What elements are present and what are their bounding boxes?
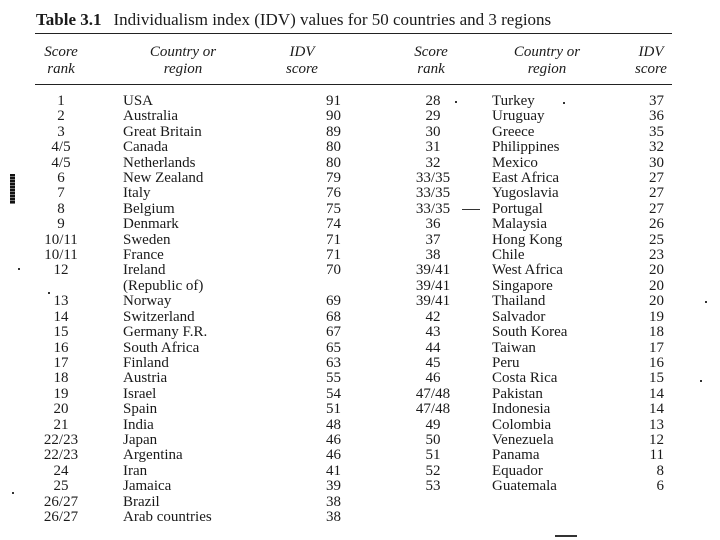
- scan-speck: [48, 292, 50, 294]
- table-row: [405, 109, 664, 124]
- table-row: [36, 125, 341, 140]
- score-rank-cell: 8: [57, 200, 65, 217]
- column-gap: [86, 418, 123, 433]
- idv-score-cell: 90: [326, 108, 341, 125]
- idv-score-cell: 79: [326, 170, 341, 187]
- country-cell: Greece: [492, 123, 535, 140]
- column-gap: [86, 387, 123, 402]
- country-cell: Equador: [492, 462, 543, 479]
- score-rank-cell: 9: [57, 216, 65, 233]
- idv-score-cell: 20: [649, 293, 664, 310]
- scan-speck: [455, 101, 457, 103]
- column-gap: [86, 495, 123, 510]
- scan-speck: [705, 301, 707, 303]
- idv-score-cell: 55: [326, 370, 341, 387]
- scan-speck: [18, 268, 20, 270]
- score-rank-cell: 51: [425, 447, 441, 464]
- idv-score-cell: 13: [649, 416, 664, 433]
- score-rank-cell: 22/23: [43, 431, 79, 448]
- idv-score-cell: 80: [326, 139, 341, 156]
- column-gap: [86, 464, 123, 479]
- score-rank-cell: 1: [57, 93, 65, 109]
- idv-score-cell: 18: [649, 324, 664, 341]
- column-gap: [461, 233, 492, 248]
- table-row: [405, 402, 664, 417]
- score-rank-cell: 10/11: [44, 231, 78, 248]
- idv-score-cell: 27: [649, 185, 664, 202]
- table-row: [405, 263, 664, 278]
- country-cell: Costa Rica: [492, 370, 558, 387]
- column-gap: [86, 217, 123, 232]
- column-gap: [461, 433, 492, 448]
- column-gap: [461, 356, 492, 371]
- country-cell: Indonesia: [492, 401, 551, 418]
- country-cell: Austria: [123, 370, 168, 387]
- column-gap: [461, 402, 492, 417]
- table-row: [36, 433, 341, 448]
- table-row: [36, 186, 341, 201]
- column-gap: [461, 371, 492, 386]
- table-row: [405, 341, 664, 356]
- column-gap: [461, 448, 492, 463]
- country-cell: West Africa: [492, 262, 563, 279]
- column-gap: [86, 310, 123, 325]
- country-cell: Australia: [123, 108, 178, 125]
- score-rank-cell: 30: [425, 123, 441, 140]
- table-row: [36, 263, 341, 278]
- column-gap: [461, 217, 492, 232]
- score-rank-cell: 4/5: [51, 154, 71, 171]
- column-gap: [86, 448, 123, 463]
- column-gap: [461, 387, 492, 402]
- table-row: [36, 356, 341, 371]
- table-row: [36, 448, 341, 463]
- right-column-table: [405, 94, 664, 495]
- score-rank-cell: 12: [53, 262, 69, 279]
- table-row: [36, 387, 341, 402]
- column-gap: [461, 109, 492, 124]
- country-cell: Colombia: [492, 416, 552, 433]
- score-rank-cell: 33/35: [415, 170, 451, 187]
- country-cell: Guatemala: [492, 478, 557, 495]
- column-gap: [86, 263, 123, 278]
- column-gap: [86, 125, 123, 140]
- score-rank-cell: 44: [425, 339, 441, 356]
- idv-score-cell: 89: [326, 123, 341, 140]
- country-cell: Singapore: [492, 277, 553, 294]
- table-row: [405, 125, 664, 140]
- scan-speck: [462, 209, 480, 210]
- country-cell: Great Britain: [123, 123, 202, 140]
- table-row: [405, 217, 664, 232]
- score-rank-cell: 18: [53, 370, 69, 387]
- idv-score-cell: 67: [326, 324, 341, 341]
- column-gap: [461, 479, 492, 494]
- column-gap: [86, 279, 123, 294]
- column-gap: [461, 325, 492, 340]
- country-cell: South Korea: [492, 324, 568, 341]
- idv-score-cell: 12: [649, 431, 664, 448]
- score-rank-cell: 24: [53, 462, 69, 479]
- score-rank-cell: 36: [425, 216, 441, 233]
- score-rank-cell: 32: [425, 154, 441, 171]
- country-cell: Netherlands: [123, 154, 196, 171]
- idv-score-cell: 46: [326, 447, 341, 464]
- column-gap: [461, 171, 492, 186]
- column-gap: [461, 186, 492, 201]
- table-row: [405, 325, 664, 340]
- table-row: [405, 387, 664, 402]
- idv-score-cell: 23: [649, 247, 664, 264]
- idv-score-cell: 51: [326, 401, 341, 418]
- idv-score-cell: 11: [649, 447, 664, 464]
- table-row: [36, 495, 341, 510]
- idv-score-cell: [303, 279, 341, 294]
- table-row: [405, 310, 664, 325]
- header-country-left: Country or region: [149, 44, 217, 77]
- idv-score-cell: 71: [326, 247, 341, 264]
- score-rank-cell: 2: [57, 108, 65, 125]
- score-rank-cell: 6: [57, 170, 65, 187]
- column-gap: [461, 418, 492, 433]
- idv-score-cell: 39: [326, 478, 341, 495]
- idv-score-cell: 6: [656, 478, 664, 495]
- country-cell: Germany F.R.: [123, 324, 208, 341]
- table-row: [405, 371, 664, 386]
- idv-score-cell: 38: [326, 493, 341, 510]
- country-cell: South Africa: [123, 339, 200, 356]
- score-rank-cell: 4/5: [51, 139, 71, 156]
- score-rank-cell: 20: [53, 401, 69, 418]
- table-row: [36, 479, 341, 494]
- idv-score-cell: 46: [326, 431, 341, 448]
- idv-score-cell: 30: [649, 154, 664, 171]
- score-rank-cell: 43: [425, 324, 441, 341]
- country-cell: (Republic of): [123, 277, 204, 294]
- column-gap: [461, 341, 492, 356]
- country-cell: Hong Kong: [492, 231, 563, 248]
- idv-score-cell: 74: [326, 216, 341, 233]
- column-gap: [461, 294, 492, 309]
- column-gap: [86, 371, 123, 386]
- table-row: [405, 294, 664, 309]
- table-row: [36, 310, 341, 325]
- table-row: [36, 94, 341, 109]
- score-rank-cell: 19: [53, 385, 69, 402]
- score-rank-cell: 37: [425, 231, 441, 248]
- idv-score-cell: 38: [326, 508, 341, 525]
- column-gap: [86, 433, 123, 448]
- country-cell: Finland: [123, 354, 169, 371]
- idv-score-cell: 20: [649, 262, 664, 279]
- country-cell: Brazil: [123, 493, 160, 510]
- idv-score-cell: 68: [326, 308, 341, 325]
- score-rank-cell: 31: [425, 139, 441, 156]
- table-row: [36, 402, 341, 417]
- header-idv-left: IDV score: [286, 44, 318, 77]
- score-rank-cell: 21: [53, 416, 69, 433]
- column-gap: [86, 140, 123, 155]
- table-row: [405, 433, 664, 448]
- idv-score-cell: 76: [326, 185, 341, 202]
- column-gap: [461, 310, 492, 325]
- idv-score-cell: 37: [649, 93, 664, 109]
- column-gap: [461, 156, 492, 171]
- country-cell: Denmark: [123, 216, 179, 233]
- score-rank-cell: 50: [425, 431, 441, 448]
- scan-speck: [700, 380, 702, 382]
- table-row: [36, 140, 341, 155]
- scan-speck: [555, 535, 577, 537]
- score-rank-cell: 49: [425, 416, 441, 433]
- country-cell: Thailand: [492, 293, 546, 310]
- column-gap: [86, 356, 123, 371]
- country-cell: Ireland: [123, 262, 166, 279]
- score-rank-cell: [36, 279, 86, 294]
- table-row: [36, 109, 341, 124]
- country-cell: Arab countries: [123, 508, 212, 525]
- score-rank-cell: 53: [425, 478, 441, 495]
- table-row: [36, 217, 341, 232]
- score-rank-cell: 22/23: [43, 447, 79, 464]
- idv-score-cell: 27: [649, 200, 664, 217]
- idv-score-cell: 16: [649, 354, 664, 371]
- idv-score-cell: 54: [326, 385, 341, 402]
- column-gap: [461, 94, 492, 109]
- column-gap: [461, 464, 492, 479]
- country-cell: Chile: [492, 247, 525, 264]
- header-score-rank-left: Score rank: [44, 44, 78, 77]
- table-row: [36, 202, 341, 217]
- table-row: [36, 294, 341, 309]
- idv-score-cell: 25: [649, 231, 664, 248]
- score-rank-cell: 3: [57, 123, 65, 140]
- idv-score-cell: 70: [326, 262, 341, 279]
- score-rank-cell: 38: [425, 247, 441, 264]
- table-title: [36, 10, 551, 30]
- table-row: [405, 418, 664, 433]
- scan-speck: [12, 492, 14, 494]
- score-rank-cell: 39/41: [415, 262, 451, 279]
- table-row: [36, 418, 341, 433]
- country-cell: Iran: [123, 462, 148, 479]
- idv-score-cell: 8: [656, 462, 664, 479]
- left-column-table: [36, 94, 341, 525]
- score-rank-cell: 47/48: [415, 401, 451, 418]
- country-cell: Sweden: [123, 231, 171, 248]
- column-gap: [461, 125, 492, 140]
- country-cell: East Africa: [492, 170, 560, 187]
- table-row: [36, 325, 341, 340]
- score-rank-cell: 29: [425, 108, 441, 125]
- header-rule: [35, 84, 672, 85]
- idv-score-cell: 14: [649, 401, 664, 418]
- idv-score-cell: 69: [326, 293, 341, 310]
- column-gap: [86, 233, 123, 248]
- score-rank-cell: 45: [425, 354, 441, 371]
- score-rank-cell: 7: [57, 185, 65, 202]
- column-gap: [86, 109, 123, 124]
- table-row: [36, 171, 341, 186]
- column-gap: [461, 140, 492, 155]
- column-gap: [86, 479, 123, 494]
- country-cell: Mexico: [492, 154, 538, 171]
- column-gap: [461, 263, 492, 278]
- score-rank-cell: 39/41: [415, 277, 451, 294]
- country-cell: Taiwan: [492, 339, 536, 356]
- country-cell: Italy: [123, 185, 151, 202]
- column-gap: [86, 202, 123, 217]
- column-gap: [86, 402, 123, 417]
- idv-score-cell: 75: [326, 200, 341, 217]
- idv-score-cell: 35: [649, 123, 664, 140]
- country-cell: Peru: [492, 354, 520, 371]
- scan-speck: [563, 102, 565, 104]
- score-rank-cell: 16: [53, 339, 69, 356]
- table-row: [405, 140, 664, 155]
- table-row: [405, 356, 664, 371]
- table-row: [36, 156, 341, 171]
- idv-score-cell: 41: [326, 462, 341, 479]
- country-cell: Philippines: [492, 139, 560, 156]
- score-rank-cell: 26/27: [43, 508, 79, 525]
- table-row: [36, 279, 341, 294]
- table-row: [36, 248, 341, 263]
- country-cell: Argentina: [123, 447, 183, 464]
- country-cell: Panama: [492, 447, 540, 464]
- table-row: [36, 341, 341, 356]
- column-gap: [461, 248, 492, 263]
- score-rank-cell: 10/11: [44, 247, 78, 264]
- table-row: [405, 186, 664, 201]
- idv-score-cell: 27: [649, 170, 664, 187]
- column-gap: [461, 279, 492, 294]
- country-cell: Salvador: [492, 308, 546, 325]
- idv-score-cell: 91: [326, 93, 341, 109]
- country-cell: Switzerland: [123, 308, 195, 325]
- idv-score-cell: 71: [326, 231, 341, 248]
- country-cell: Norway: [123, 293, 172, 310]
- scan-margin-mark: [10, 174, 15, 204]
- idv-score-cell: 36: [649, 108, 664, 125]
- table-row: [36, 464, 341, 479]
- idv-score-cell: 14: [649, 385, 664, 402]
- idv-score-cell: 80: [326, 154, 341, 171]
- idv-score-cell: 63: [326, 354, 341, 371]
- country-cell: India: [123, 416, 154, 433]
- score-rank-cell: 13: [53, 293, 69, 310]
- country-cell: Yugoslavia: [492, 185, 559, 202]
- score-rank-cell: 39/41: [415, 293, 451, 310]
- table-caption: Individualism index (IDV) values for 50 countries and 3 regions: [113, 10, 552, 29]
- country-cell: Japan: [123, 431, 158, 448]
- column-gap: [86, 510, 123, 525]
- country-cell: Venezuela: [492, 431, 554, 448]
- table-row: [36, 510, 341, 525]
- country-cell: Israel: [123, 385, 157, 402]
- score-rank-cell: 33/35: [415, 200, 451, 217]
- table-row: [405, 94, 664, 109]
- idv-score-cell: 65: [326, 339, 341, 356]
- score-rank-cell: 14: [53, 308, 69, 325]
- idv-score-cell: 15: [649, 370, 664, 387]
- table-row: [36, 371, 341, 386]
- table-row: [405, 233, 664, 248]
- score-rank-cell: 46: [425, 370, 441, 387]
- score-rank-cell: 47/48: [415, 385, 451, 402]
- country-cell: New Zealand: [123, 170, 204, 187]
- country-cell: Canada: [123, 139, 168, 156]
- table-row: [405, 279, 664, 294]
- header-score-rank-right: Score rank: [414, 44, 448, 77]
- idv-score-cell: 32: [649, 139, 664, 156]
- column-gap: [86, 186, 123, 201]
- column-gap: [86, 156, 123, 171]
- country-cell: Spain: [123, 401, 158, 418]
- table-number: Table 3.1: [36, 10, 102, 29]
- country-cell: Pakistan: [492, 385, 543, 402]
- idv-score-cell: 26: [649, 216, 664, 233]
- idv-score-cell: 48: [326, 416, 341, 433]
- header-country-right: Country or region: [513, 44, 581, 77]
- table-row: [36, 233, 341, 248]
- column-gap: [86, 341, 123, 356]
- table-row: [405, 464, 664, 479]
- idv-score-cell: 20: [649, 277, 664, 294]
- table-row: [405, 479, 664, 494]
- score-rank-cell: 33/35: [415, 185, 451, 202]
- column-gap: [86, 171, 123, 186]
- idv-score-cell: 19: [649, 308, 664, 325]
- column-gap: [86, 248, 123, 263]
- column-gap: [86, 94, 123, 109]
- country-cell: Turkey: [492, 93, 535, 109]
- country-cell: France: [123, 247, 164, 264]
- column-gap: [86, 294, 123, 309]
- table-row: [405, 248, 664, 263]
- table-row: [405, 156, 664, 171]
- score-rank-cell: 42: [425, 308, 441, 325]
- score-rank-cell: 52: [425, 462, 441, 479]
- country-cell: Belgium: [123, 200, 175, 217]
- score-rank-cell: 26/27: [43, 493, 79, 510]
- country-cell: Portugal: [492, 200, 543, 217]
- header-idv-right: IDV score: [635, 44, 667, 77]
- country-cell: Uruguay: [492, 108, 545, 125]
- country-cell: Jamaica: [123, 478, 172, 495]
- country-cell: Malaysia: [492, 216, 547, 233]
- score-rank-cell: 25: [53, 478, 69, 495]
- idv-score-cell: 17: [649, 339, 664, 356]
- score-rank-cell: 17: [53, 354, 69, 371]
- table-row: [405, 448, 664, 463]
- table-row: [405, 171, 664, 186]
- score-rank-cell: 15: [53, 324, 69, 341]
- column-gap: [86, 325, 123, 340]
- country-cell: USA: [123, 93, 154, 109]
- top-rule: [35, 33, 672, 34]
- score-rank-cell: 28: [425, 93, 441, 109]
- table-row: [405, 202, 664, 217]
